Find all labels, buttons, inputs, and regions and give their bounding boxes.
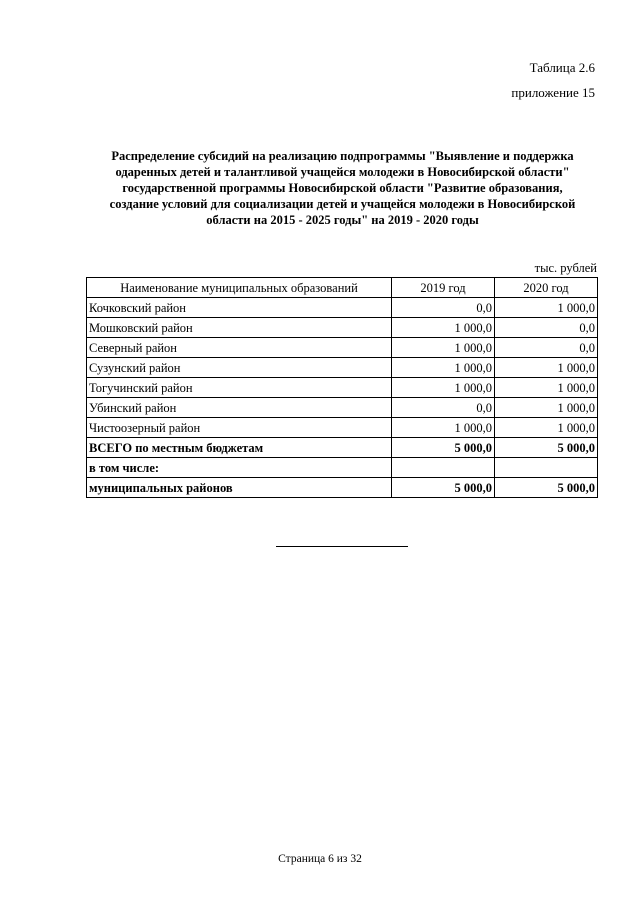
table-row — [87, 338, 598, 358]
value-2019: 1 000,0 — [392, 378, 495, 398]
title-line: Распределение субсидий на реализацию подпрограммы "Выявление и поддержка — [111, 149, 574, 163]
municipality-name: Северный район — [87, 338, 392, 358]
districts-subtotal-row — [87, 478, 598, 498]
districts-2020: 5 000,0 — [495, 478, 598, 498]
page-number: Страница 6 из 32 — [278, 853, 362, 865]
value-2020: 1 000,0 — [495, 398, 598, 418]
table-row — [87, 318, 598, 338]
table-row — [87, 398, 598, 418]
table-number: Таблица 2.6 — [529, 60, 595, 75]
value-2019: 0,0 — [392, 398, 495, 418]
value-2019: 1 000,0 — [392, 338, 495, 358]
including-row — [87, 458, 598, 478]
value-2019: 0,0 — [392, 298, 495, 318]
total-row — [87, 438, 598, 458]
subsidy-table — [86, 277, 598, 498]
value-2019: 1 000,0 — [392, 358, 495, 378]
separator-line — [276, 546, 408, 547]
table-row — [87, 358, 598, 378]
value-2020: 1 000,0 — [495, 418, 598, 438]
table-header-row — [87, 278, 598, 298]
value-2019: 1 000,0 — [392, 418, 495, 438]
column-header-2019: 2019 год — [392, 278, 495, 298]
title-line: государственной программы Новосибирской области "Развитие образования, — [122, 181, 563, 195]
table-row — [87, 298, 598, 318]
including-label: в том числе: — [87, 458, 392, 478]
total-2019: 5 000,0 — [392, 438, 495, 458]
column-header-name: Наименование муниципальных образований — [87, 278, 392, 298]
value-2020: 1 000,0 — [495, 358, 598, 378]
municipality-name: Мошковский район — [87, 318, 392, 338]
document-title — [90, 148, 595, 228]
including-2019 — [392, 458, 495, 478]
value-2019: 1 000,0 — [392, 318, 495, 338]
including-2020 — [495, 458, 598, 478]
title-line: создание условий для социализации детей и учащейся молодежи в Новосибирской — [109, 197, 576, 211]
total-2020: 5 000,0 — [495, 438, 598, 458]
title-line: одаренных детей и талантливой учащейся молодежи в Новосибирской области" — [115, 165, 570, 179]
value-2020: 0,0 — [495, 318, 598, 338]
table-row — [87, 418, 598, 438]
municipality-name: Сузунский район — [87, 358, 392, 378]
districts-2019: 5 000,0 — [392, 478, 495, 498]
municipality-name: Тогучинский район — [87, 378, 392, 398]
value-2020: 1 000,0 — [495, 298, 598, 318]
units-label: тыс. рублей — [534, 261, 597, 275]
column-header-2020: 2020 год — [495, 278, 598, 298]
municipality-name: Кочковский район — [87, 298, 392, 318]
total-label: ВСЕГО по местным бюджетам — [87, 438, 392, 458]
table-row — [87, 378, 598, 398]
municipality-name: Убинский район — [87, 398, 392, 418]
value-2020: 1 000,0 — [495, 378, 598, 398]
districts-label: муниципальных районов — [87, 478, 392, 498]
title-line: области на 2015 - 2025 годы" на 2019 - 2020 годы — [206, 213, 479, 227]
municipality-name: Чистоозерный район — [87, 418, 392, 438]
appendix-number: приложение 15 — [511, 85, 595, 100]
value-2020: 0,0 — [495, 338, 598, 358]
